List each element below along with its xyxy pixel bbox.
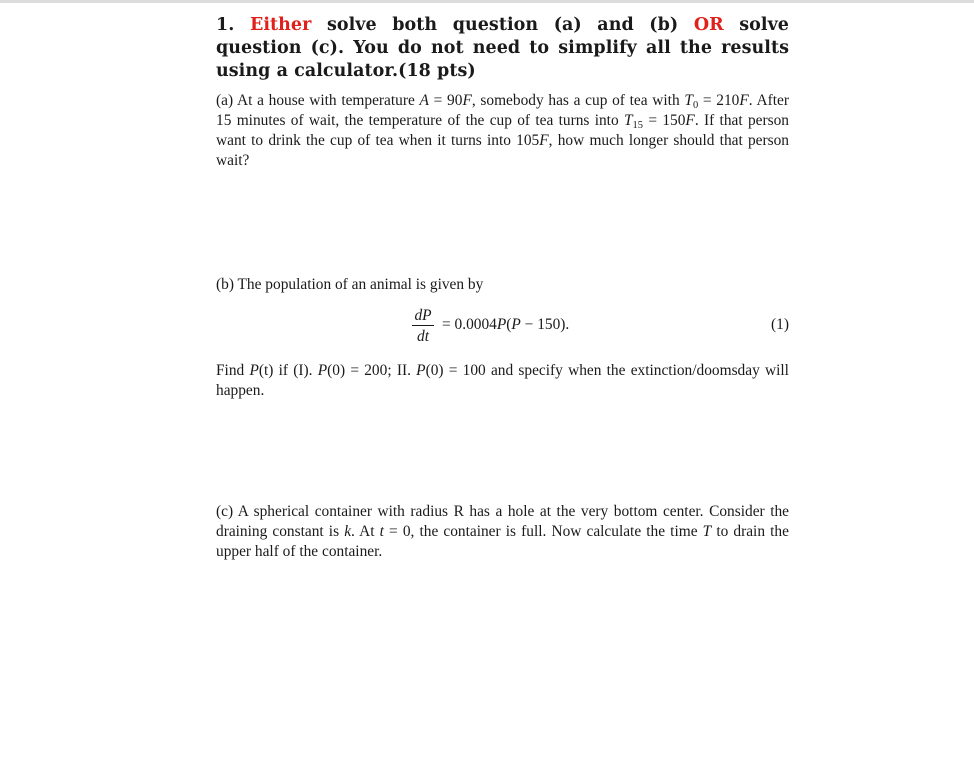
part-a-t2: , somebody has a cup of tea with bbox=[471, 92, 680, 109]
var-p: P bbox=[511, 316, 521, 333]
unit-f: F bbox=[539, 132, 549, 149]
part-b-intro bbox=[216, 275, 789, 295]
var-t: t bbox=[379, 523, 384, 540]
heading-text-2: solve question (c). You do not need to simplify all the results using a calculator.(18 pts) bbox=[216, 15, 789, 81]
a-value: = 90 bbox=[428, 92, 463, 109]
page-top-border bbox=[0, 0, 974, 3]
var-a: A bbox=[419, 92, 429, 109]
part-a-t3: . After 15 minutes of wait, the temperature of the cup of tea turns into bbox=[216, 92, 789, 129]
part-a-t4: . If that person want to drink the cup of tea when it turns into 105 bbox=[216, 112, 789, 149]
var-p: P bbox=[496, 316, 507, 333]
var-t15: T bbox=[623, 112, 633, 129]
equation-number: (1) bbox=[771, 316, 789, 333]
unit-f: F bbox=[462, 92, 472, 109]
part-b-f3: (0) = 200; II. bbox=[327, 362, 411, 379]
var-big-t: T bbox=[702, 523, 712, 540]
fraction-denominator: dt bbox=[417, 328, 429, 345]
question-number: 1. bbox=[216, 15, 235, 35]
heading-text-1: solve both question (a) and (b) bbox=[326, 15, 679, 35]
t0-value: = 210 bbox=[698, 92, 740, 109]
part-b-f1: Find bbox=[216, 362, 245, 379]
part-c-text bbox=[216, 502, 789, 562]
part-a-t1: At a house with temperature bbox=[236, 92, 415, 109]
eq-paren: ( bbox=[506, 316, 512, 333]
eq-tail: − 150). bbox=[520, 316, 570, 333]
either-keyword: Either bbox=[249, 15, 312, 35]
unit-f: F bbox=[739, 92, 749, 109]
part-c-block bbox=[216, 502, 789, 562]
sub-0: 0 bbox=[692, 100, 699, 111]
part-b-intro-text: The population of an animal is given by bbox=[237, 276, 484, 293]
part-c-c2: . At bbox=[351, 523, 375, 540]
eq-coefficient: = 0.0004 bbox=[442, 316, 497, 333]
var-p: P bbox=[416, 362, 426, 379]
part-c-label: (c) bbox=[216, 503, 234, 520]
part-b-f4: (0) = 100 and specify when the extinction/doomsday will happen. bbox=[216, 362, 789, 399]
part-c-c1: A spherical container with radius R has a hole at the very bottom center. Consider the draining constant is bbox=[216, 503, 790, 540]
part-b-f2: if (I). bbox=[273, 362, 313, 379]
var-k: k bbox=[344, 523, 352, 540]
part-c-c3: = 0, the container is full. Now calculate the time bbox=[383, 523, 698, 540]
part-a-text bbox=[216, 91, 789, 171]
part-a-t5: , how much longer should that person wait? bbox=[216, 132, 790, 169]
or-keyword: OR bbox=[693, 15, 724, 35]
part-b-block bbox=[216, 275, 789, 401]
question-heading bbox=[216, 14, 789, 83]
var-t0: T bbox=[684, 92, 693, 109]
fraction-bar bbox=[412, 325, 434, 326]
fraction-numerator: dP bbox=[414, 307, 432, 324]
t15-value: = 150 bbox=[643, 112, 686, 129]
unit-f: F bbox=[685, 112, 695, 129]
part-b-label: (b) bbox=[216, 276, 234, 293]
var-t-paren: (t) bbox=[258, 362, 274, 379]
derivative-fraction bbox=[412, 307, 434, 345]
var-p: P bbox=[317, 362, 328, 379]
document-page bbox=[216, 14, 790, 560]
part-a-label: (a) bbox=[216, 92, 234, 109]
part-b-task bbox=[216, 361, 789, 401]
part-c-c4: to drain the upper half of the container. bbox=[216, 523, 789, 560]
logistic-equation bbox=[216, 307, 789, 347]
equation-rhs bbox=[442, 316, 569, 334]
sub-15: 15 bbox=[632, 120, 644, 131]
var-p: P bbox=[249, 362, 259, 379]
